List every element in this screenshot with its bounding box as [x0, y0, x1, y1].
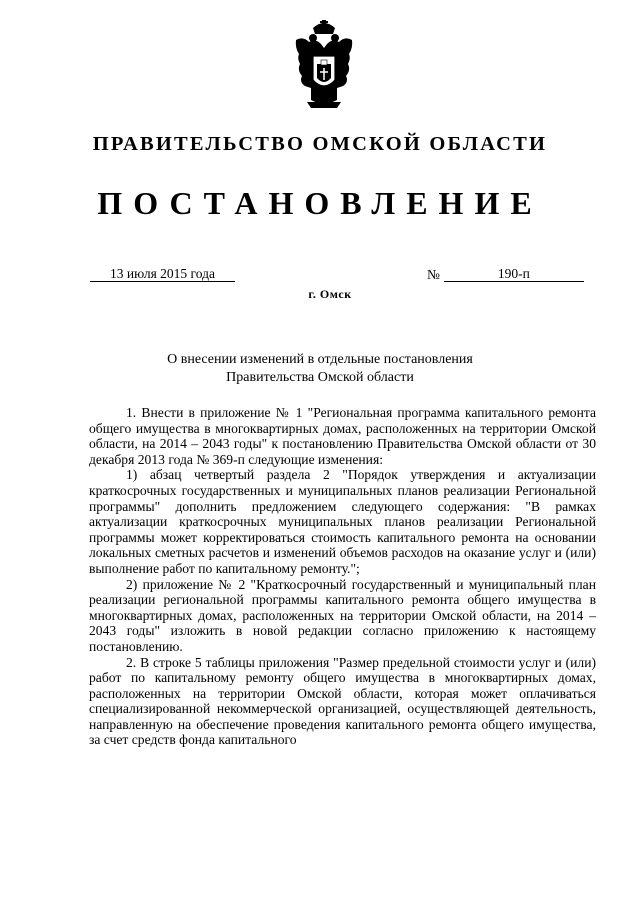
document-subject [0, 351, 640, 387]
city: г. Омск [308, 287, 352, 301]
document-number: 190-п [444, 267, 584, 282]
document-body [89, 405, 596, 748]
government-title: ПРАВИТЕЛЬСТВО ОМСКОЙ ОБЛАСТИ [92, 133, 548, 155]
number-sign: № [427, 267, 440, 282]
paragraph-1: 1. Внести в приложение № 1 "Региональная программа капитального ремонта общего имущества в многоквартирных домах, расположенных на территории Омской области, на 2014 – 2043 годы" к постановлению Правительства Омской области от 30 декабря 2013 года № 369-п следующие изменения: [89, 405, 596, 467]
subject-line-2: Правительства Омской области [226, 370, 414, 385]
paragraph-1-item-1: 1) абзац четвертый раздела 2 "Порядок утверждения и актуализации краткосрочных государственных и муниципальных планов реализации Региональной программы" дополнить предложением следующего содержания: "В рамках актуализации краткосрочных муниципальных планов реализации Региональной программы может корректироваться стоимость капитального ремонта на основании локальных сметных расчетов и изменений объемов расходов на оказание услуг и (или) выполнение работ по капитальному ремонту."; [89, 467, 596, 576]
document-date: 13 июля 2015 года [90, 267, 235, 282]
coat-of-arms-icon [293, 18, 355, 110]
paragraph-2: 2. В строке 5 таблицы приложения "Размер предельной стоимости услуг и (или) работ по капитальному ремонту общего имущества в многоквартирных домах, расположенных на территории Омской области, которая может оплачиваться специализированной некоммерческой организацией, осуществляющей деятельность, направленную на обеспечение проведения капитального ремонта общего имущества, за счет средств фонда капитального [89, 654, 596, 748]
subject-line-1: О внесении изменений в отдельные постановления [167, 352, 473, 367]
document-type-title: ПОСТАНОВЛЕНИЕ [97, 185, 543, 221]
document-number-block [427, 267, 584, 282]
paragraph-1-item-2: 2) приложение № 2 "Краткосрочный государственный и муниципальный план реализации региональной программы капитального ремонта общего имущества в многоквартирных домах, расположенных на территории Омской области, на 2014 – 2043 годы" изложить в новой редакции согласно приложению к настоящему постановлению. [89, 576, 596, 654]
